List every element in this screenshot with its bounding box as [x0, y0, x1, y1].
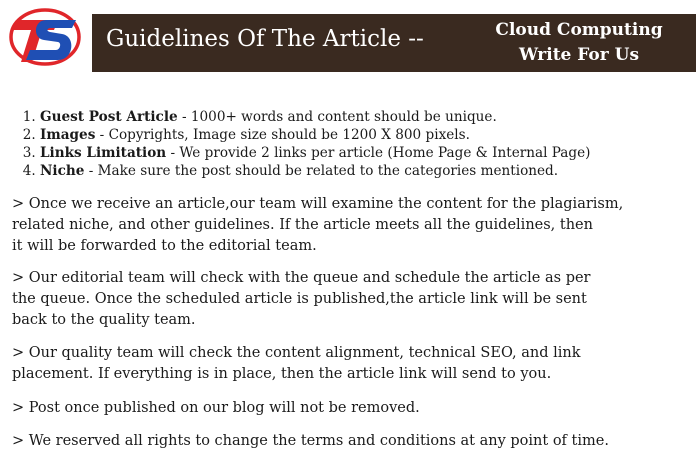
guidelines-list — [22, 108, 696, 180]
guideline-term: Links Limitation — [40, 145, 167, 161]
paragraph-quality — [12, 343, 696, 385]
paragraph-removal — [12, 398, 696, 419]
paragraph-line: it will be forwarded to the editorial team. — [12, 238, 317, 254]
header — [0, 0, 696, 72]
banner-topic-line1: Cloud Computing — [495, 20, 663, 40]
list-item — [40, 126, 696, 144]
paragraph-line: related niche, and other guidelines. If the article meets all the guidelines, then — [12, 217, 593, 233]
paragraph-line: placement. If everything is in place, then the article link will send to you. — [12, 366, 552, 382]
guideline-term: Niche — [40, 163, 85, 179]
guideline-term: Images — [40, 127, 96, 143]
paragraph-editorial — [12, 268, 696, 331]
title-banner — [92, 14, 696, 72]
list-item — [40, 144, 696, 162]
paragraph-line: back to the quality team. — [12, 312, 196, 328]
paragraph-review — [12, 194, 696, 257]
list-item — [40, 162, 696, 180]
paragraph-line: > We reserved all rights to change the terms and conditions at any point of time. — [12, 433, 609, 449]
paragraph-line: > Our editorial team will check with the queue and schedule the article as per — [12, 270, 591, 286]
guideline-term: Guest Post Article — [40, 109, 178, 125]
paragraph-line: > Our quality team will check the content alignment, technical SEO, and link — [12, 345, 581, 361]
guideline-text: - 1000+ words and content should be unique. — [177, 109, 497, 125]
list-item — [40, 108, 696, 126]
guideline-text: - Make sure the post should be related to the categories mentioned. — [84, 163, 559, 179]
paragraph-line: > Once we receive an article,our team will examine the content for the plagiarism, — [12, 196, 624, 212]
guideline-text: - Copyrights, Image size should be 1200 X 800 pixels. — [95, 127, 470, 143]
banner-title: Guidelines Of The Article -- — [106, 26, 424, 52]
ts-logo-icon — [6, 6, 84, 68]
banner-topic-line2: Write For Us — [518, 45, 640, 65]
guideline-text: - We provide 2 links per article (Home Page & Internal Page) — [166, 145, 591, 161]
paragraph-line: the queue. Once the scheduled article is published,the article link will be sent — [12, 291, 587, 307]
paragraph-line: > Post once published on our blog will not be removed. — [12, 400, 420, 416]
paragraph-rights — [12, 431, 696, 452]
banner-topic — [471, 18, 687, 68]
